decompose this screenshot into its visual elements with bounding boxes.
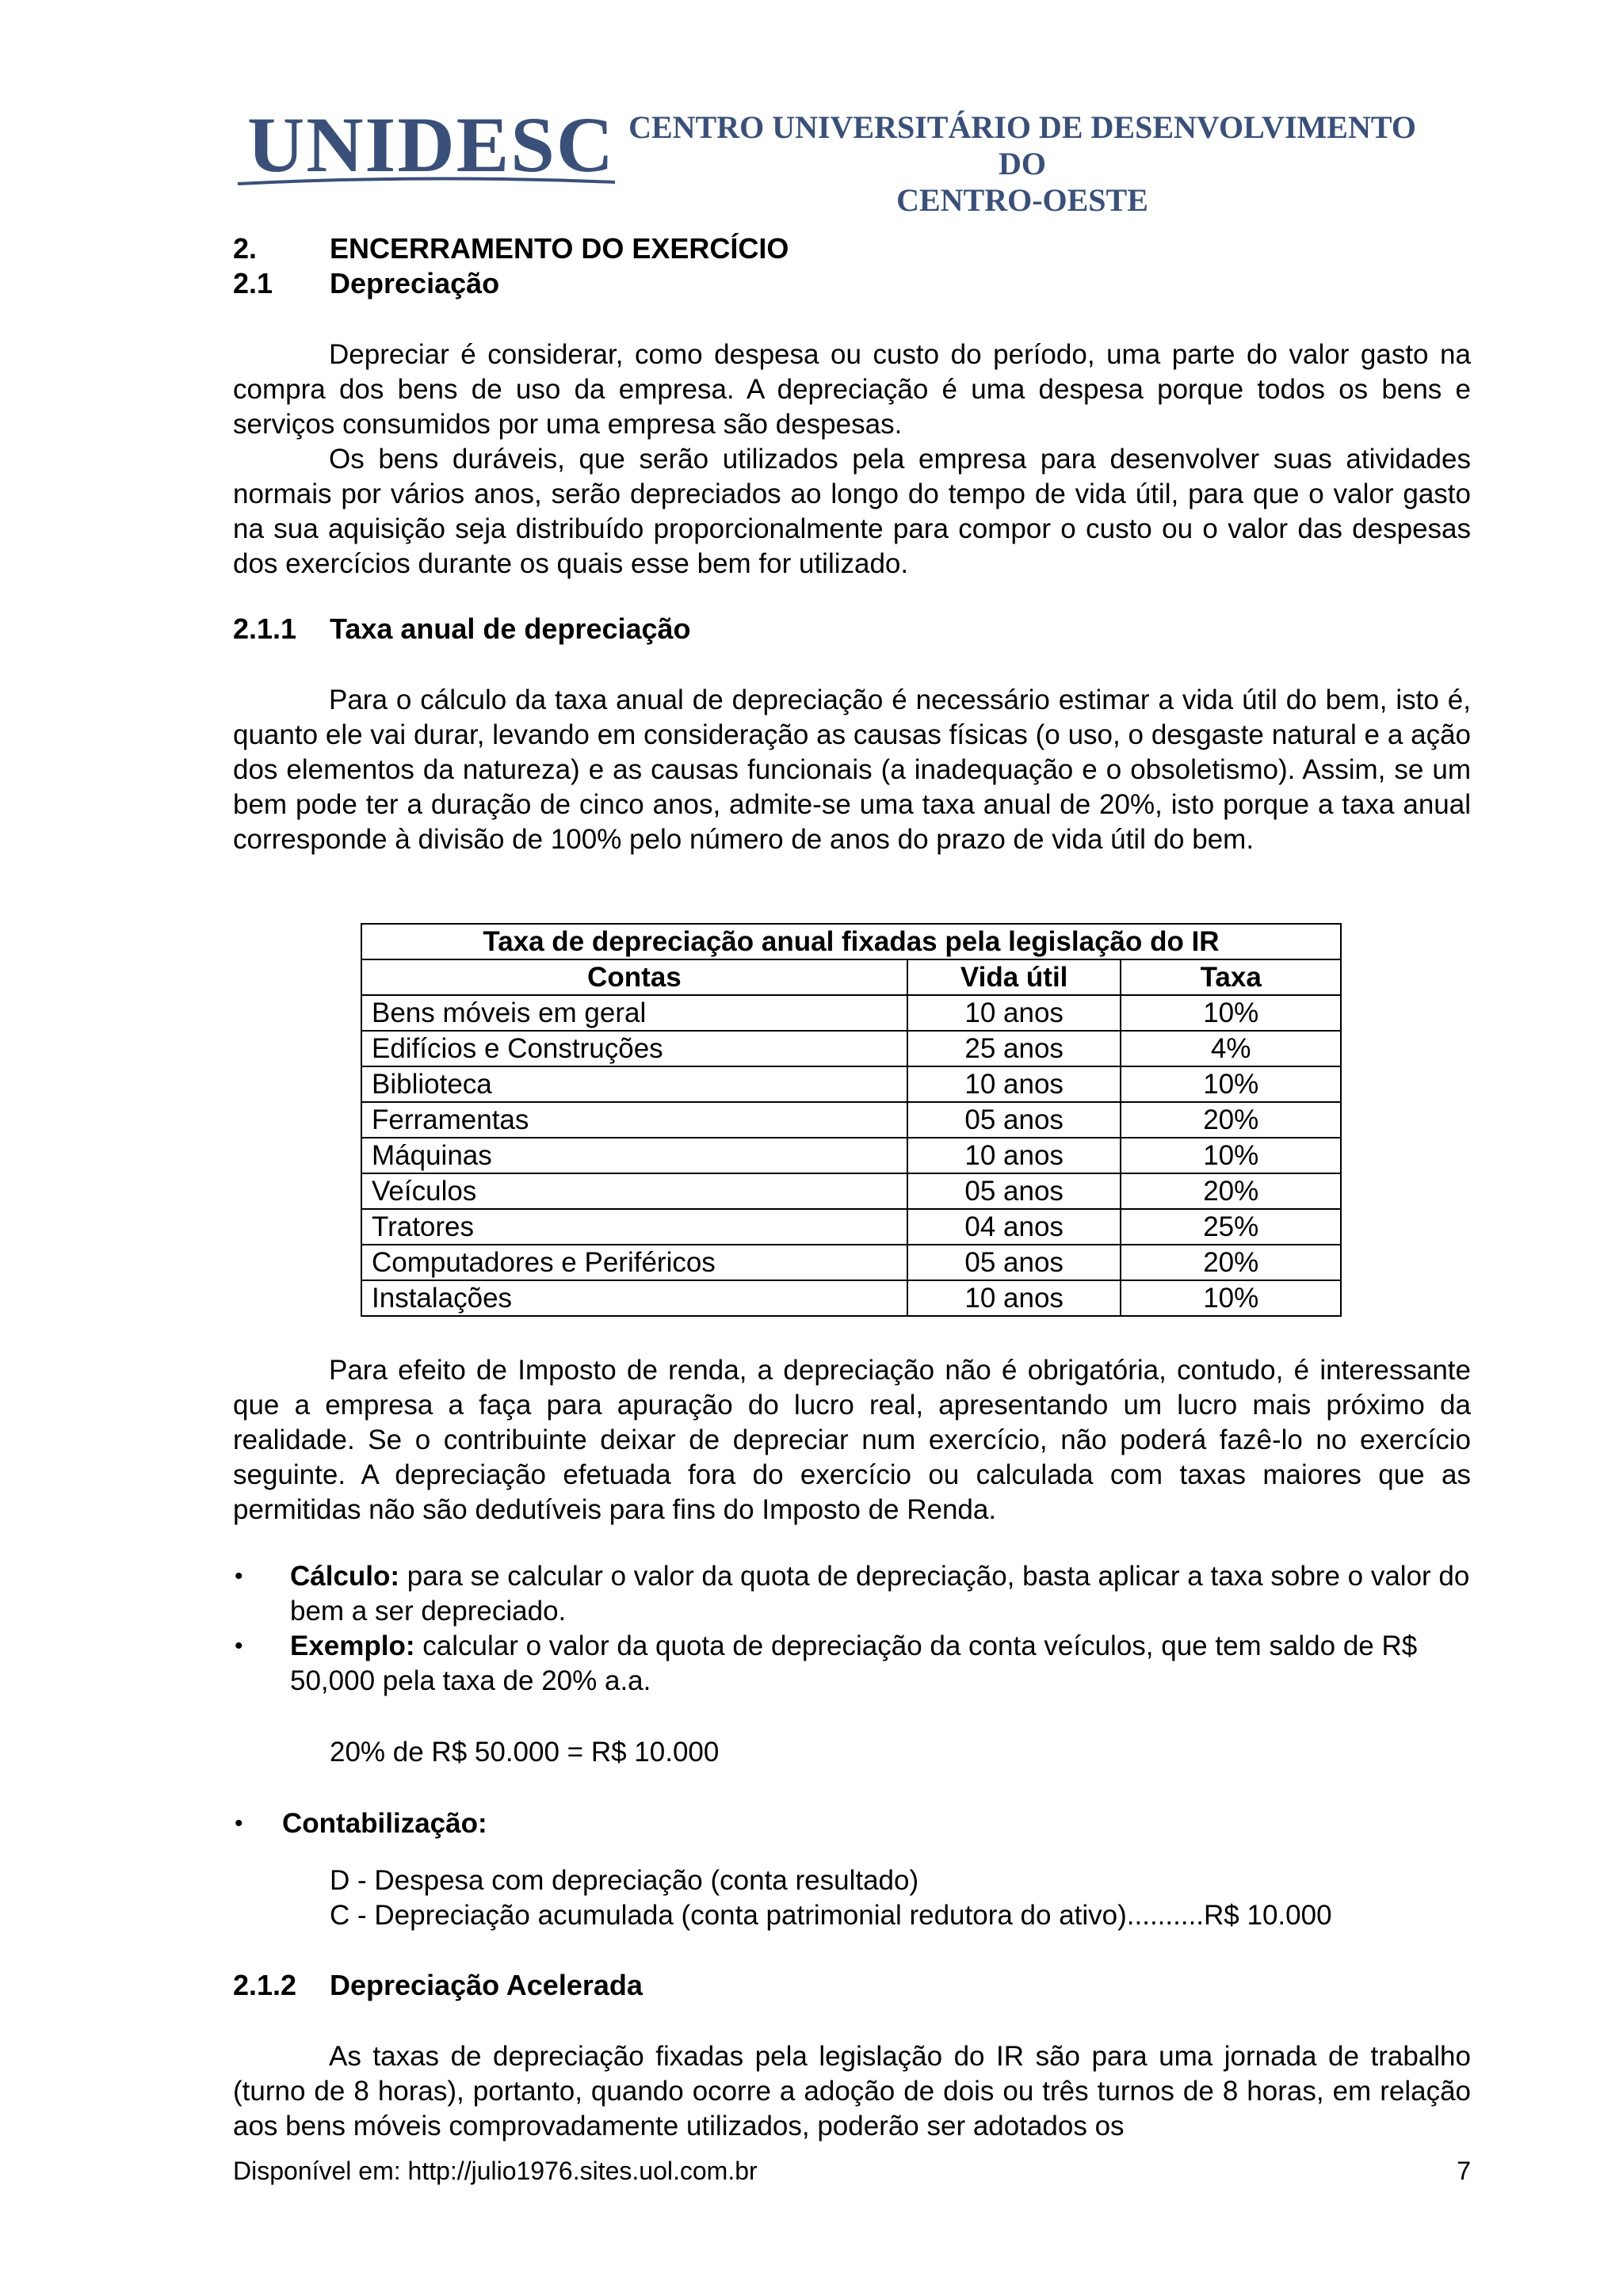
table-cell: Tratores	[361, 1209, 907, 1245]
logo-swoosh-icon	[236, 176, 617, 187]
logo-text: UNIDESC	[247, 101, 616, 189]
table-row	[361, 1245, 1341, 1280]
table-title-row	[361, 924, 1341, 959]
depreciation-rate-table	[361, 923, 1342, 1317]
institution-line-2: CENTRO-OESTE	[896, 182, 1148, 218]
table-row	[361, 1209, 1341, 1245]
section-number: 2.1	[233, 267, 273, 299]
table-title: Taxa de depreciação anual fixadas pela legislação do IR	[361, 924, 1341, 959]
entry-debit: D - Despesa com depreciação (conta resultado)	[330, 1865, 919, 1896]
table-cell: 10%	[1121, 1138, 1341, 1173]
section-title: Depreciação	[330, 267, 500, 299]
bullet-icon: •	[235, 1563, 243, 1589]
column-header: Contas	[361, 959, 907, 995]
table-cell: 4%	[1121, 1031, 1341, 1066]
paragraph-depreciacao-acelerada: As taxas de depreciação fixadas pela legislação do IR são para uma jornada de trabalho (turno de 8 horas), portanto, quando ocorre a adoção de dois ou três turnos de 8 horas, em relação aos bens móveis comprovadamente utilizados, poderão ser adotados os	[233, 2041, 1471, 2142]
table-cell: 10%	[1121, 1280, 1341, 1316]
paragraph-imposto-renda: Para efeito de Imposto de renda, a depreciação não é obrigatória, contudo, é interessante que a empresa a faça para apuração do lucro real, apresentando um lucro mais próximo da realidade. Se o contribuinte deixar de depreciar num exercício, não poderá fazê-lo no exercício seguinte. A depreciação efetuada fora do exercício ou calculada com taxas maiores que as permitidas não são dedutíveis para fins do Imposto de Renda.	[233, 1355, 1471, 1525]
example-calculation: 20% de R$ 50.000 = R$ 10.000	[330, 1737, 720, 1768]
table-cell: 10 anos	[907, 1138, 1121, 1173]
section-2-1-1-heading	[233, 612, 691, 646]
institution-name	[626, 109, 1419, 219]
paragraph-depreciar: Depreciar é considerar, como despesa ou custo do período, uma parte do valor gasto na compra dos bens de uso da empresa. A depreciação é uma despesa porque todos os bens e serviços consumidos por uma empresa são despesas.	[233, 339, 1471, 440]
table-cell: 10 anos	[907, 1066, 1121, 1102]
table-cell: 05 anos	[907, 1102, 1121, 1138]
paragraph-taxa-anual: Para o cálculo da taxa anual de depreciação é necessário estimar a vida útil do bem, isto é, quanto ele vai durar, levando em consideração as causas físicas (o uso, o desgaste natural e a ação dos elementos da natureza) e as causas funcionais (a inadequação e o obsoletismo). Assim, se um bem pode ter a duração de cinco anos, admite-se uma taxa anual de 20%, isto porque a taxa anual corresponde à divisão de 100% pelo número de anos do prazo de vida útil do bem.	[233, 685, 1471, 855]
paragraph-bens-duraveis: Os bens duráveis, que serão utilizados pela empresa para desenvolver suas atividades normais por vários anos, serão depreciados ao longo do tempo de vida útil, para que o valor gasto na sua aquisição seja distribuído proporcionalmente para compor o custo ou o valor das despesas dos exercícios durante os quais esse bem for utilizado.	[233, 444, 1471, 579]
table-cell: 10 anos	[907, 1280, 1121, 1316]
table-cell: 05 anos	[907, 1173, 1121, 1209]
table-cell: Bens móveis em geral	[361, 995, 907, 1031]
bullet-exemplo: Exemplo: calcular o valor da quota de depreciação da conta veículos, que tem saldo de R$ 50,000 pela taxa de 20% a.a.	[290, 1630, 1418, 1696]
table-cell: Instalações	[361, 1280, 907, 1316]
table-cell: 05 anos	[907, 1245, 1121, 1280]
table-row	[361, 1031, 1341, 1066]
table-cell: Biblioteca	[361, 1066, 907, 1102]
table-cell: Veículos	[361, 1173, 907, 1209]
table-cell: Edifícios e Construções	[361, 1031, 907, 1066]
section-title: Taxa anual de depreciação	[330, 612, 691, 645]
bullet-contabilizacao: Contabilização:	[282, 1808, 487, 1839]
entry-credit: C - Depreciação acumulada (conta patrimonial redutora do ativo)..........R$ 10.000	[330, 1900, 1332, 1931]
table-row	[361, 995, 1341, 1031]
column-header: Taxa	[1121, 959, 1341, 995]
table-cell: Computadores e Periféricos	[361, 1245, 907, 1280]
section-number: 2.1.1	[233, 612, 297, 645]
table-row	[361, 1280, 1341, 1316]
table-cell: 20%	[1121, 1173, 1341, 1209]
institution-line-1: CENTRO UNIVERSITÁRIO DE DESENVOLVIMENTO DO	[628, 109, 1416, 181]
bullet-icon: •	[235, 1633, 243, 1659]
table-header-row	[361, 959, 1341, 995]
table-row	[361, 1102, 1341, 1138]
table-cell: Máquinas	[361, 1138, 907, 1173]
bullet-icon: •	[235, 1810, 243, 1836]
section-number: 2.1.2	[233, 1969, 297, 2001]
section-title: ENCERRAMENTO DO EXERCÍCIO	[330, 232, 789, 265]
table-cell: 10%	[1121, 995, 1341, 1031]
bullet-calculo: Cálculo: para se calcular o valor da quota de depreciação, basta aplicar a taxa sobre o valor do bem a ser depreciado.	[290, 1561, 1470, 1627]
table-row	[361, 1173, 1341, 1209]
footer-source: Disponível em: http://julio1976.sites.uol.com.br	[233, 2157, 758, 2185]
section-number: 2.	[233, 232, 258, 265]
table-cell: 20%	[1121, 1102, 1341, 1138]
table-row	[361, 1138, 1341, 1173]
page-number: 7	[1457, 2157, 1471, 2185]
section-title: Depreciação Acelerada	[330, 1969, 643, 2001]
table-row	[361, 1066, 1341, 1102]
section-2-heading	[233, 231, 789, 266]
table-cell: 25%	[1121, 1209, 1341, 1245]
table-cell: 25 anos	[907, 1031, 1121, 1066]
table-cell: Ferramentas	[361, 1102, 907, 1138]
section-2-1-2-heading	[233, 1968, 643, 2003]
table-cell: 04 anos	[907, 1209, 1121, 1245]
table-cell: 20%	[1121, 1245, 1341, 1280]
table-cell: 10%	[1121, 1066, 1341, 1102]
column-header: Vida útil	[907, 959, 1121, 995]
table-cell: 10 anos	[907, 995, 1121, 1031]
section-2-1-heading	[233, 266, 499, 301]
